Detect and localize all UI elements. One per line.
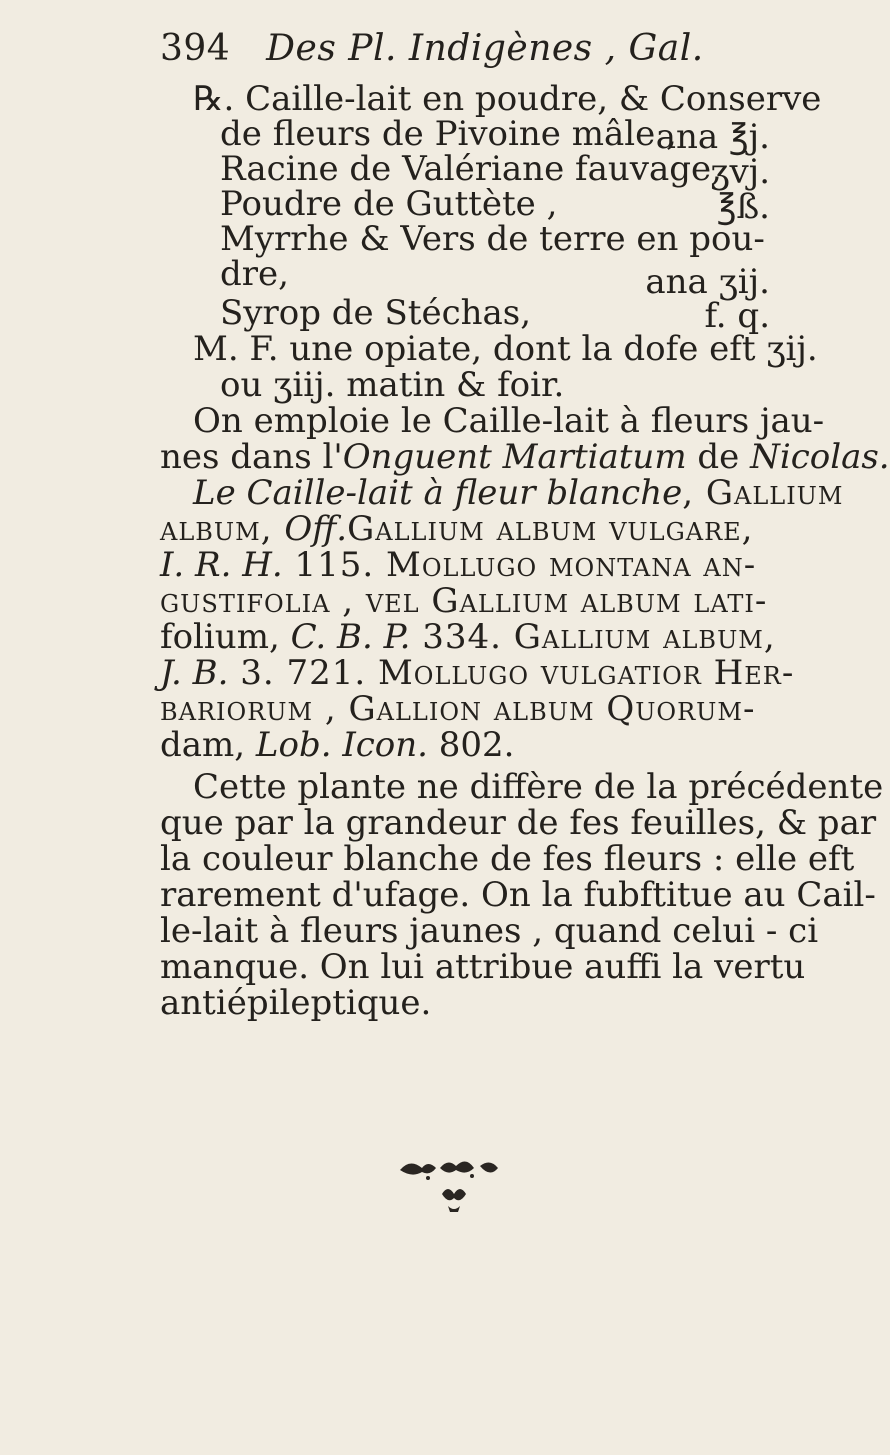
text-line: bariorum , Gallion album Quorum- xyxy=(160,689,756,729)
text-run: 802. xyxy=(427,725,515,765)
page-number: 394 xyxy=(160,28,231,69)
text-line: que par la grandeur de fes feuilles, & par xyxy=(160,803,877,843)
page-header xyxy=(160,28,704,69)
recipe-dose: ana ʒij. xyxy=(645,262,770,302)
smallcaps-run: 334. Gallium album, xyxy=(410,617,776,657)
text-line xyxy=(160,509,754,549)
text-line: antiépileptique. xyxy=(160,983,432,1023)
smallcaps-run: Gallium album vulgare, xyxy=(347,509,754,549)
italic-run: Nicolas. xyxy=(750,437,890,477)
text-line xyxy=(160,545,757,585)
text-line xyxy=(160,617,776,657)
text-line: le-lait à fleurs jaunes , quand celui - ci xyxy=(160,911,819,951)
recipe-dose: ʒvj. xyxy=(710,152,770,192)
recipe-line: Poudre de Guttète , xyxy=(220,184,558,224)
text-line: gustifolia , vel Gallium album lati- xyxy=(160,581,768,621)
recipe-line: M. F. une opiate, dont la dofe eft ʒij. xyxy=(193,329,818,369)
running-title: Des Pl. Indigènes , Gal. xyxy=(266,28,704,69)
text-run: de xyxy=(686,437,751,477)
text-line xyxy=(160,653,795,693)
text-run: folium, xyxy=(160,617,291,657)
recipe-line: dre, xyxy=(220,254,289,294)
recipe-line: Syrop de Stéchas, xyxy=(220,293,532,333)
text-line: Cette plante ne diffère de la précédente xyxy=(193,767,884,807)
smallcaps-run: , Gallium xyxy=(682,473,844,513)
text-run: nes dans l' xyxy=(160,437,343,477)
text-line: manque. On lui attribue auffi la vertu xyxy=(160,947,806,987)
recipe-dose: f. q. xyxy=(704,296,770,336)
italic-run: Off. xyxy=(284,509,348,549)
text-run: dam, xyxy=(160,725,256,765)
smallcaps-run: album, xyxy=(160,509,285,549)
text-line: On emploie le Caille-lait à fleurs jau- xyxy=(193,401,825,441)
recipe-dose: ana ℥j. xyxy=(655,117,770,157)
smallcaps-run: 3. 721. Mollugo vulgatior Her- xyxy=(228,653,795,693)
italic-run: J. B. xyxy=(160,653,229,693)
italic-run: Lob. Icon. xyxy=(255,725,428,765)
italic-run: I. R. H. xyxy=(160,545,283,585)
text-line xyxy=(193,473,844,513)
recipe-line: ℞. Caille-lait en poudre, & Conserve xyxy=(193,79,822,119)
recipe-line: ou ʒiij. matin & foir. xyxy=(220,365,565,405)
italic-run: C. B. P. xyxy=(290,617,411,657)
text-line: la couleur blanche de fes fleurs : elle eft xyxy=(160,839,855,879)
italic-run: Onguent Martiatum xyxy=(342,437,687,477)
fleuron-ornament-icon xyxy=(380,1150,530,1220)
recipe-line: Myrrhe & Vers de terre en pou- xyxy=(220,219,765,259)
italic-run: Le Caille-lait à fleur blanche xyxy=(193,473,683,513)
recipe-line: de fleurs de Pivoine mâle , xyxy=(220,114,677,154)
text-line: rarement d'ufage. On la fubftitue au Cail- xyxy=(160,875,876,915)
recipe-line: Racine de Valériane fauvage, xyxy=(220,149,722,189)
text-line xyxy=(160,437,890,477)
smallcaps-run: 115. Mollugo montana an- xyxy=(282,545,757,585)
text-line xyxy=(160,725,515,765)
recipe-dose: ℥ß. xyxy=(716,187,770,227)
